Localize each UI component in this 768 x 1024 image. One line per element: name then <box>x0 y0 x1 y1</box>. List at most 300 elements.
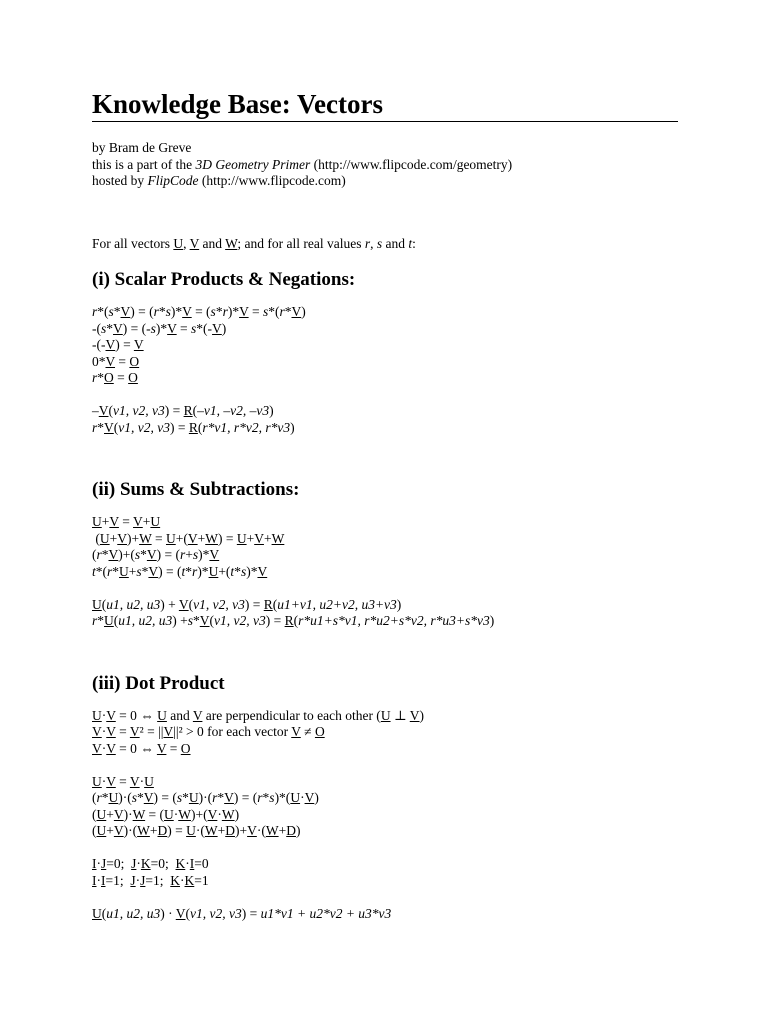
formula-text: ) = ( <box>156 547 180 562</box>
formula-text: * <box>97 613 105 628</box>
formula-text: ) = ( <box>158 563 182 579</box>
formula-text: = <box>248 304 263 319</box>
math-variable: s <box>131 790 138 805</box>
math-variable: r <box>107 563 113 579</box>
vector-symbol: K <box>140 856 151 871</box>
formula-text: * <box>113 304 121 319</box>
formula-line <box>92 790 678 807</box>
formula-line <box>92 807 678 824</box>
section-sums-formulas <box>92 514 678 630</box>
formula-text: ) <box>221 320 227 336</box>
formula-text: + <box>217 823 226 838</box>
formula-line <box>92 906 678 923</box>
vector-symbol: J <box>140 872 146 888</box>
vector-symbol: R <box>183 403 193 418</box>
formula-text: * <box>97 370 105 385</box>
formula-text: · <box>180 872 185 888</box>
vector-symbol: V <box>291 304 302 319</box>
vector-symbol: V <box>129 773 140 789</box>
formula-text: * <box>106 320 114 336</box>
formula-text: + <box>185 547 193 562</box>
formula-text: * <box>262 790 270 805</box>
math-variable: s <box>176 790 183 805</box>
vector-symbol: U <box>236 530 247 546</box>
vector-symbol: I <box>101 872 106 888</box>
math-variable: r <box>96 547 102 562</box>
formula-line <box>92 564 678 581</box>
primer-prefix: this is a part of the <box>92 156 196 172</box>
formula-text: =0; <box>106 856 132 871</box>
formula-text: ) = ( <box>153 790 177 805</box>
vector-symbol: U <box>92 596 102 612</box>
formula-text: ≠ <box>300 724 315 739</box>
formula-text: = <box>151 530 166 546</box>
formula-text: 0* <box>92 353 106 369</box>
math-variable: v1, v2, v3 <box>113 403 165 418</box>
formula-text: · <box>101 740 107 756</box>
vector-symbol: V <box>146 547 157 562</box>
vector-symbol: V <box>156 740 167 756</box>
formula-text: * <box>158 304 166 319</box>
vector-symbol: W <box>271 530 285 546</box>
formula-text: )·( <box>198 790 213 805</box>
formula-text: )+( <box>190 806 208 822</box>
formula-text: =1 <box>194 872 209 888</box>
formula-line <box>92 823 678 840</box>
math-variable: r <box>212 790 218 805</box>
formula-text: * <box>140 547 147 562</box>
blank-line <box>92 840 678 857</box>
formula-text: )*( <box>274 790 291 805</box>
vector-symbol: U <box>163 806 174 822</box>
formula-text: )* <box>197 563 209 579</box>
vector-symbol: V <box>113 320 123 336</box>
formula-text: + <box>106 806 114 822</box>
vector-symbol: V <box>106 707 116 723</box>
vector-symbol: D <box>157 823 168 838</box>
formula-text: + <box>101 514 110 529</box>
vector-symbol: U <box>92 905 102 921</box>
formula-text: )·( <box>123 823 138 838</box>
formula-text: and <box>166 707 193 723</box>
formula-text: – <box>92 403 99 418</box>
vector-symbol: U <box>150 514 161 529</box>
math-variable: u1+v1, u2+v2, u3+v3 <box>277 596 397 612</box>
vector-symbol: V <box>224 790 234 805</box>
vector-symbol: D <box>286 823 296 838</box>
vector-symbol: V <box>98 403 109 418</box>
section-dot-formulas <box>92 708 678 923</box>
vector-symbol: V <box>207 806 218 822</box>
formula-text: )+( <box>118 547 135 562</box>
formula-text: ) <box>295 823 301 838</box>
formula-text: ) <box>396 596 402 612</box>
math-variable: s <box>187 613 194 628</box>
formula-text: -(- <box>92 337 106 352</box>
formula-line <box>92 774 678 791</box>
formula-text: * <box>182 790 189 805</box>
formula-text: )* <box>170 304 183 319</box>
vector-symbol: K <box>184 872 195 888</box>
vector-symbol: V <box>104 419 114 435</box>
formula-text: · <box>96 872 101 888</box>
blank-line <box>92 387 678 404</box>
formula-text: ) <box>290 419 295 435</box>
formula-text: + <box>109 530 118 546</box>
blank-line <box>92 889 678 906</box>
vector-symbol: V <box>92 740 102 756</box>
section-heading-dot: (iii) Dot Product <box>92 672 225 694</box>
formula-text: ) = ( <box>233 790 258 805</box>
vector-symbol: K <box>175 856 186 871</box>
vector-symbol: U <box>144 773 154 789</box>
formula-line <box>92 403 678 420</box>
primer-url: (http://www.flipcode.com/geometry) <box>310 156 513 172</box>
formula-text: ) = <box>265 613 285 628</box>
math-variable: s <box>134 547 141 562</box>
formula-text: + <box>128 563 137 579</box>
formula-text: · <box>300 790 305 805</box>
vector-symbol: V <box>105 353 116 369</box>
formula-text: )+ <box>127 530 140 546</box>
vector-symbol: V <box>254 530 264 546</box>
vector-symbol: V <box>182 304 192 319</box>
formula-text: * <box>101 790 109 805</box>
formula-text: ) = <box>244 596 264 612</box>
vector-symbol: O <box>314 724 325 739</box>
math-variable: v1, v2, v3 <box>118 419 170 435</box>
vector-symbol: V <box>108 547 119 562</box>
vector-symbol: W <box>178 806 191 822</box>
formula-text: ( <box>92 530 100 546</box>
math-variable: s <box>150 320 156 336</box>
vector-symbol: U <box>208 563 219 579</box>
formula-text: · <box>136 856 141 871</box>
math-variable: r <box>92 419 98 435</box>
formula-text: = ( <box>191 304 211 319</box>
formula-line <box>92 304 678 321</box>
formula-text: = <box>166 740 181 756</box>
math-variable: r <box>92 370 98 385</box>
math-variable: t <box>408 235 413 251</box>
formula-text: · <box>139 773 145 789</box>
formula-line <box>92 531 678 548</box>
formula-text: · <box>96 856 101 871</box>
formula-text: ( <box>185 905 190 921</box>
formula-text: are perpendicular to each other ( <box>202 707 381 723</box>
vector-symbol: I <box>92 856 97 871</box>
byline <box>92 140 678 190</box>
formula-text: ||² > 0 for each vector <box>173 724 292 739</box>
math-variable: s <box>101 320 107 336</box>
host-url: (http://www.flipcode.com) <box>198 173 346 188</box>
formula-text: ) = ( <box>130 304 154 319</box>
math-variable: r <box>92 304 98 319</box>
vector-symbol: W <box>137 823 150 838</box>
vector-symbol: W <box>205 530 218 546</box>
formula-text: + <box>246 530 255 546</box>
formula-text: * <box>137 790 144 805</box>
vector-symbol: U <box>104 613 114 628</box>
math-variable: r <box>279 304 285 319</box>
vector-symbol: R <box>263 596 273 612</box>
formula-text: *(- <box>196 320 213 336</box>
formula-text: * <box>141 563 149 579</box>
formula-text: ( <box>92 790 97 805</box>
formula-line <box>92 337 678 354</box>
formula-text: * <box>217 790 225 805</box>
formula-text: + <box>278 823 287 838</box>
formula-text: ( <box>108 403 113 418</box>
formula-text: ; and for all real values <box>237 235 365 251</box>
vector-symbol: R <box>188 419 198 435</box>
formula-text: ) + <box>160 596 179 612</box>
formula-text: = <box>115 724 130 739</box>
vector-symbol: V <box>178 596 189 612</box>
vector-symbol: V <box>106 740 116 756</box>
vector-symbol: O <box>104 370 114 385</box>
vector-symbol: U <box>92 514 102 529</box>
vector-symbol: U <box>173 235 184 251</box>
formula-text: *( <box>95 563 108 579</box>
math-variable: r <box>92 613 98 628</box>
section-heading-sums: (ii) Sums & Subtractions: <box>92 479 300 500</box>
formula-text: + <box>106 823 114 838</box>
formula-text: )* <box>198 547 210 562</box>
formula-text: = <box>115 353 130 369</box>
primer-line <box>92 157 678 174</box>
math-variable: r <box>364 235 371 251</box>
formula-text: =1; <box>105 872 131 888</box>
math-variable: s <box>192 547 199 562</box>
formula-text: = 0 ⇔ <box>115 707 158 723</box>
formula-text: ( <box>101 596 107 612</box>
vector-symbol: W <box>225 235 238 251</box>
formula-text: ( <box>113 613 119 628</box>
formula-text: ( <box>92 823 97 838</box>
vector-symbol: U <box>108 790 119 805</box>
formula-text: = <box>176 320 192 336</box>
math-variable: v1, v2, v3 <box>193 596 245 612</box>
math-variable: s <box>165 304 171 319</box>
vector-symbol: V <box>143 790 154 805</box>
vector-symbol: V <box>109 514 119 529</box>
formula-text: · <box>135 872 141 888</box>
math-variable: s <box>376 235 383 251</box>
math-variable: u1*v1 + u2*v2 + u3*v3 <box>260 905 392 921</box>
vector-symbol: O <box>180 740 191 756</box>
math-variable: s <box>269 790 275 805</box>
math-variable: s <box>210 304 216 319</box>
page-title: Knowledge Base: Vectors <box>92 88 678 122</box>
vector-symbol: I <box>189 856 195 871</box>
formula-text: * <box>185 563 193 579</box>
math-variable: r <box>96 790 102 805</box>
host-line <box>92 173 678 190</box>
formula-text: * <box>112 563 120 579</box>
vector-symbol: U <box>119 563 129 579</box>
formula-text: * <box>101 547 109 562</box>
formula-line <box>92 856 678 873</box>
vector-symbol: J <box>130 872 136 888</box>
vector-symbol: W <box>265 823 279 838</box>
formula-text: ) = <box>164 403 184 418</box>
vector-symbol: U <box>157 707 167 723</box>
formula-text: + <box>197 530 206 546</box>
vector-symbol: U <box>96 823 107 838</box>
vector-symbol: V <box>92 724 102 739</box>
formula-text: +( <box>218 563 231 579</box>
formula-text: ) = <box>217 530 237 546</box>
formula-text: : <box>412 235 416 251</box>
vector-symbol: V <box>409 707 420 723</box>
vector-symbol: D <box>225 823 235 838</box>
formula-line <box>92 597 678 614</box>
vector-symbol: V <box>192 707 203 723</box>
vector-symbol: V <box>189 235 200 251</box>
vector-symbol: J <box>101 856 107 871</box>
math-variable: s <box>191 320 197 336</box>
formula-text: * <box>284 304 292 319</box>
formula-text: =0 <box>194 856 209 871</box>
formula-text: ( <box>197 419 203 435</box>
formula-text: ) + <box>172 613 188 628</box>
formula-line <box>92 873 678 890</box>
vector-symbol: V <box>148 563 159 579</box>
formula-line <box>92 420 678 437</box>
vector-symbol: W <box>204 823 218 838</box>
math-variable: v1, v2, v3 <box>214 613 266 628</box>
primer-title: 3D Geometry Primer <box>195 156 311 172</box>
math-variable: r <box>180 547 186 562</box>
vector-symbol: U <box>290 790 301 805</box>
vector-symbol: O <box>128 370 138 385</box>
formula-line <box>92 514 678 531</box>
intro-line <box>92 236 678 253</box>
formula-text: · <box>185 856 190 871</box>
section-heading-scalar: (i) Scalar Products & Negations: <box>92 269 356 290</box>
formula-text: * <box>215 304 223 319</box>
vector-symbol: V <box>106 724 116 739</box>
formula-text: , <box>183 235 190 251</box>
vector-symbol: V <box>113 806 124 822</box>
math-variable: r*v1, r*v2, r*v3 <box>202 419 291 435</box>
vector-symbol: V <box>133 514 143 529</box>
formula-text: ⊥ <box>390 707 410 723</box>
vector-symbol: V <box>175 905 186 921</box>
vector-symbol: U <box>165 530 176 546</box>
formula-text: ( <box>209 613 215 628</box>
formula-text: · <box>101 773 107 789</box>
formula-text: )* <box>227 304 240 319</box>
formula-text: = <box>115 773 130 789</box>
formula-text: For all vectors <box>92 235 174 251</box>
formula-text: = ( <box>145 806 164 822</box>
formula-text: = <box>113 370 129 385</box>
formula-text: ( <box>272 596 278 612</box>
vector-symbol: U <box>99 530 110 546</box>
formula-text: * <box>97 419 105 435</box>
formula-text: =1; <box>145 872 171 888</box>
math-variable: u1, u2, u3 <box>118 613 173 628</box>
vector-symbol: W <box>132 806 146 822</box>
vector-symbol: K <box>170 872 181 888</box>
author-line: by Bram de Greve <box>92 140 192 155</box>
formula-text: ) <box>269 403 274 418</box>
vector-symbol: V <box>247 823 257 838</box>
formula-text: ) <box>489 613 495 628</box>
formula-text: ( <box>113 419 119 435</box>
formula-text: )+ <box>234 823 248 838</box>
math-variable: s <box>108 304 114 319</box>
math-variable: r <box>257 790 263 805</box>
formula-text: ) <box>314 790 319 805</box>
blank-line <box>92 757 678 774</box>
formula-text: ( <box>101 905 107 921</box>
formula-text: ) <box>301 304 306 319</box>
vector-symbol: V <box>212 320 222 336</box>
math-variable: r <box>222 304 228 319</box>
formula-text: * <box>234 563 241 579</box>
vector-symbol: V <box>113 823 124 838</box>
vector-symbol: V <box>105 337 116 352</box>
math-variable: –v1, –v2, –v3 <box>197 403 270 418</box>
formula-text: ( <box>192 403 198 418</box>
formula-text: *( <box>268 304 280 319</box>
vector-symbol: V <box>209 547 220 562</box>
vector-symbol: U <box>92 707 102 723</box>
formula-line <box>92 370 678 387</box>
formula-text: ) = <box>167 823 187 838</box>
formula-text: ) <box>419 707 425 723</box>
section-scalar-formulas <box>92 304 678 436</box>
formula-line <box>92 321 678 338</box>
vector-symbol: V <box>291 724 301 739</box>
vector-symbol: V <box>106 773 116 789</box>
math-variable: u1, u2, u3 <box>106 596 161 612</box>
formula-text: = 0 ⇔ <box>115 740 157 756</box>
document-page <box>92 88 678 922</box>
blank-line <box>92 580 678 597</box>
vector-symbol: U <box>186 823 196 838</box>
host-name: FlipCode <box>147 173 199 188</box>
formula-text: ·( <box>256 823 266 838</box>
host-prefix: hosted by <box>92 173 148 188</box>
vector-symbol: I <box>92 872 97 888</box>
vector-symbol: U <box>188 790 199 805</box>
formula-text: ( <box>293 613 299 628</box>
vector-symbol: V <box>129 724 140 739</box>
math-variable: u1, u2, u3 <box>106 905 161 921</box>
formula-text: · <box>101 724 107 739</box>
formula-text: · <box>173 806 179 822</box>
formula-text: +( <box>175 530 188 546</box>
formula-text: · <box>217 806 222 822</box>
formula-text: ( <box>188 596 194 612</box>
vector-symbol: R <box>284 613 294 628</box>
vector-symbol: V <box>167 320 177 336</box>
math-variable: s <box>240 563 247 579</box>
formula-text: )· <box>123 806 133 822</box>
vector-symbol: U <box>92 773 102 789</box>
vector-symbol: V <box>133 337 144 352</box>
vector-symbol: V <box>199 613 210 628</box>
formula-text: * <box>193 613 200 628</box>
formula-text: + <box>142 514 151 529</box>
formula-text: · <box>101 707 107 723</box>
formula-text: and <box>382 235 409 251</box>
formula-text: ) · <box>160 905 176 921</box>
